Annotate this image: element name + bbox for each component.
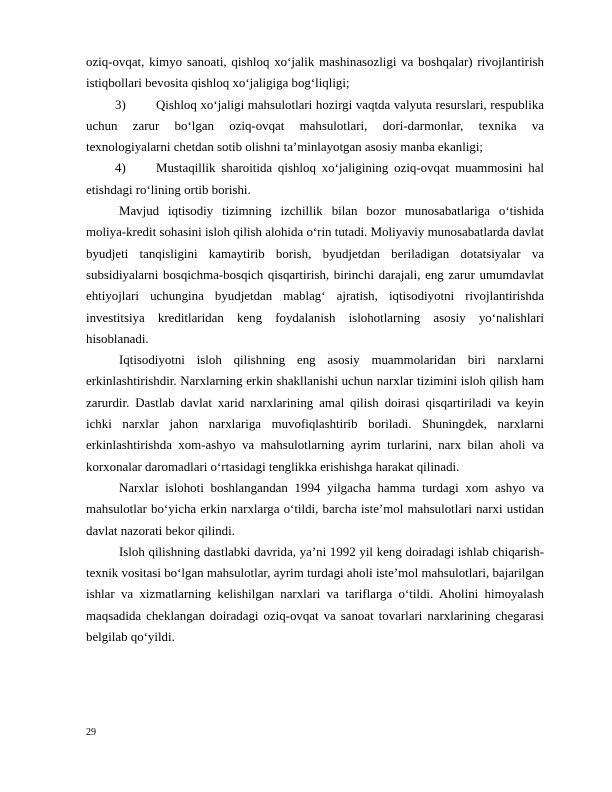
- continuation-paragraph: oziq-ovqat, kimyo sanoati, qishloq xo‘jalik mashinasozligi va boshqalar) rivojlantirish istiqbollari bevosita qishloq xo‘jaligiga bog‘liqligi;: [86, 55, 544, 91]
- document-body: [86, 52, 544, 648]
- list-number: 4): [115, 161, 126, 176]
- list-item-4: [86, 158, 544, 201]
- list-number: 3): [115, 97, 126, 112]
- list-text: Qishloq xo‘jaligi mahsulotlari hozirgi vaqtda valyuta resurslari, respublika uchun zarur bo‘lgan oziq-ovqat mahsulotlari, dori-darmonlar, texnika va texnologiyalarni chetdan sotib olishni ta’minlayotgan asosiy manba ekanligi;: [86, 97, 544, 155]
- list-item-3: [86, 95, 544, 159]
- paragraph-price-reform-1994: Narxlar islohoti boshlangandan 1994 yilgacha hamma turdagi xom ashyo va mahsulotlar bo‘yicha erkin narxlarga o‘tildi, barcha iste’mol mahsulotlari narxi ustidan davlat nazorati bekor qilindi.: [86, 480, 544, 538]
- paragraph-reform-1992: Isloh qilishning dastlabki davrida, ya’ni 1992 yil keng doiradagi ishlab chiqarish-texnik vositasi bo‘lgan mahsulotlar, ayrim turdagi aholi iste’mol mahsulotlari, bajarilgan ishlar va xizmatlarning kelishilgan narxlari va tariflarga o‘tildi. Aholini himoyalash maqsadida cheklangan doiradagi oziq-ovqat va sanoat tovarlari narxlarining chegarasi belgilab qo‘yildi.: [86, 544, 544, 645]
- list-text: Mustaqillik sharoitida qishloq xo‘jaligining oziq-ovqat muammosini hal etishdagi ro‘lining ortib borishi.: [86, 161, 544, 197]
- page-number: 29: [86, 727, 96, 738]
- paragraph-financial-reform: Mavjud iqtisodiy tizimning izchillik bilan bozor munosabatlariga o‘tishida moliya-kredit sohasini isloh qilish alohida o‘rin tutadi. Moliyaviy munosabatlarda davlat byudjeti tanqisligini kamaytirib borish, byudjetdan beriladigan dotatsiyalar va subsidiyalarni bosqichma-bosqich qisqartirish, birinchi darajali, eng zarur umumdavlat ehtiyojlari uchungina byudjetdan mablag‘ ajratish, iqtisodiyotni rivojlantirishda investitsiya kreditlaridan keng foydalanish islohotlarning asosiy yo‘nalishlari hisoblanadi.: [86, 204, 544, 346]
- paragraph-price-liberalization: Iqtisodiyotni isloh qilishning eng asosiy muammolaridan biri narxlarni erkinlashtirishdir. Narxlarning erkin shakllanishi uchun narxlar tizimini isloh qilish ham zarurdir. Dastlab davlat xarid narxlarining amal qilish doirasi qisqartiriladi va keyin ichki narxlar jahon narxlariga muvofiqlashtirib boriladi. Shuningdek, narxlarni erkinlashtirishda xom-ashyo va mahsulotlarning ayrim turlarini, narx bilan aholi va korxonalar daromadlari o‘rtasidagi tenglikka erishishga harakat qilinadi.: [86, 353, 544, 474]
